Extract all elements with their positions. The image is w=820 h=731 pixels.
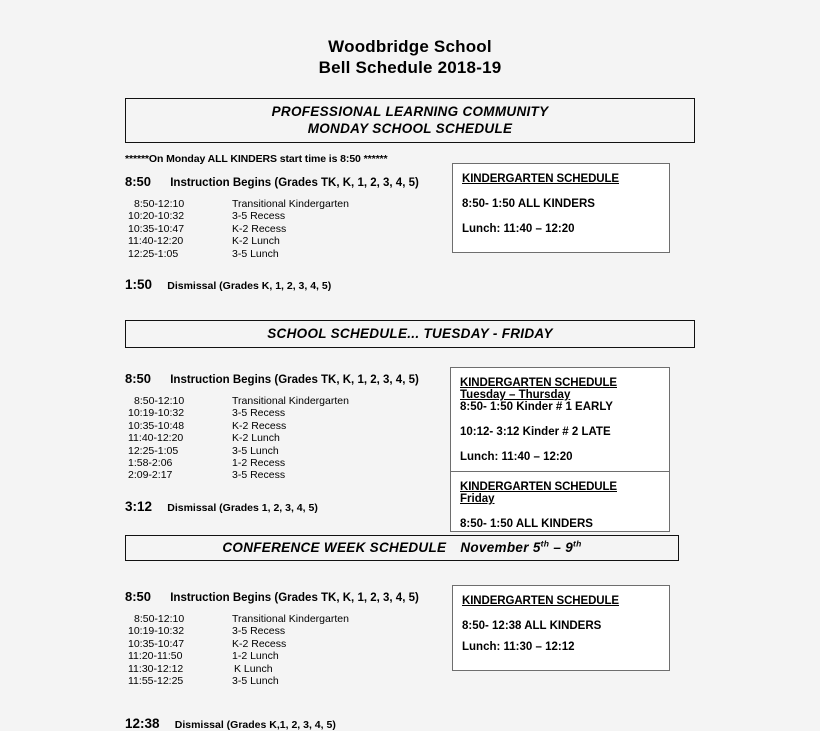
row-desc: 3-5 Recess: [232, 407, 286, 420]
row-desc: 1-2 Lunch: [232, 650, 279, 663]
row-desc: K-2 Lunch: [232, 235, 280, 248]
kinder-box-tue-thu-late: 10:12- 3:12 Kinder # 2 LATE: [460, 426, 611, 439]
page-title: [0, 0, 820, 78]
table-row: [128, 613, 349, 625]
row-desc: 3-5 Lunch: [232, 247, 279, 260]
tuesday-friday-dismissal: [125, 499, 455, 514]
conference-dismissal-label: Dismissal (Grades K,1, 2, 3, 4, 5): [174, 719, 336, 731]
kinder-box-friday: [450, 471, 670, 532]
monday-note: ******On Monday ALL KINDERS start time is 8:50 ******: [125, 153, 388, 165]
kinder-box-tue-thu-title: KINDERGARTEN SCHEDULE: [460, 377, 617, 390]
row-desc: 3-5 Lunch: [232, 444, 279, 457]
banner-conference-dash: –: [553, 539, 562, 555]
kinder-box-monday: [452, 163, 670, 253]
banner-tuesday-friday-line-1: SCHOOL SCHEDULE... TUESDAY - FRIDAY: [267, 326, 553, 342]
row-time: 10:19-10:32: [128, 625, 185, 638]
row-time: 11:40-12:20: [128, 235, 184, 248]
section-conference-week: [125, 563, 695, 731]
monday-start-label: Instruction Begins (Grades TK, K, 1, 2, 3, 4, 5): [170, 177, 419, 189]
banner-conference-week: [125, 535, 679, 561]
table-row: [128, 235, 349, 247]
table-row: [128, 395, 349, 407]
banner-monday-line-2: MONDAY SCHOOL SCHEDULE: [307, 121, 513, 136]
title-line-2: Bell Schedule 2018-19: [318, 58, 502, 77]
kinder-box-friday-title: KINDERGARTEN SCHEDULE: [460, 481, 617, 494]
monday-start-time: 8:50: [125, 174, 152, 189]
kinder-box-conference-hours: 8:50- 12:38 ALL KINDERS: [462, 619, 602, 632]
tuesday-friday-bell-table: [128, 395, 349, 482]
monday-dismissal-time: 1:50: [125, 277, 153, 293]
row-desc: K-2 Recess: [232, 637, 287, 650]
monday-left-column: [125, 145, 455, 292]
banner-conference-title: CONFERENCE WEEK SCHEDULE: [222, 539, 447, 555]
row-time: 10:35-10:47: [128, 222, 185, 235]
row-time: 1:58-2:06: [128, 457, 173, 470]
conference-bell-table: [128, 613, 349, 687]
kinder-box-monday-title: KINDERGARTEN SCHEDULE: [462, 173, 619, 185]
banner-tuesday-friday: [125, 320, 695, 348]
row-desc: K-2 Lunch: [232, 432, 280, 445]
tuesday-friday-dismissal-time: 3:12: [125, 498, 153, 514]
table-row: [128, 420, 349, 432]
title-line-1: Woodbridge School: [328, 37, 492, 56]
table-row: [128, 198, 349, 210]
table-row: [128, 223, 349, 235]
monday-dismissal: [125, 277, 455, 292]
banner-monday: [125, 98, 695, 143]
kinder-box-monday-hours: 8:50- 1:50 ALL KINDERS: [462, 198, 595, 210]
banner-conference-month: November: [460, 539, 529, 555]
section-tuesday-friday: [125, 350, 695, 531]
row-time: 11:20-11:50: [128, 650, 183, 663]
conference-left-column: [125, 563, 455, 731]
kinder-box-monday-lunch: Lunch: 11:40 – 12:20: [462, 223, 575, 235]
row-time: 2:09-2:17: [128, 469, 173, 482]
monday-start-headline: [125, 174, 455, 189]
monday-bell-table: [128, 198, 349, 260]
row-time: 8:50-12:10: [134, 612, 185, 625]
kinder-box-conference: [452, 585, 670, 671]
table-row: [128, 675, 349, 687]
row-time: 10:19-10:32: [128, 407, 185, 420]
row-desc: 3-5 Lunch: [232, 674, 279, 687]
monday-dismissal-label: Dismissal (Grades K, 1, 2, 3, 4, 5): [167, 280, 332, 293]
row-desc: K-2 Recess: [232, 419, 287, 432]
table-row: [128, 248, 349, 260]
table-row: [128, 469, 349, 481]
tuesday-friday-start-headline: [125, 350, 455, 386]
row-time: 12:25-1:05: [128, 444, 179, 457]
row-desc: 1-2 Recess: [232, 457, 286, 470]
row-desc: Transitional Kindergarten: [232, 395, 349, 408]
section-monday: [125, 145, 695, 292]
tuesday-friday-left-column: [125, 350, 455, 514]
row-time: 10:20-10:32: [128, 210, 185, 223]
row-desc: 3-5 Recess: [232, 469, 286, 482]
row-desc: 3-5 Recess: [232, 210, 286, 223]
conference-start-headline: [125, 563, 455, 604]
table-row: [128, 625, 349, 637]
row-time: 11:30-12:12: [128, 662, 184, 675]
row-time: 10:35-10:48: [128, 419, 185, 432]
row-time: 11:40-12:20: [128, 432, 184, 445]
row-time: 12:25-1:05: [128, 247, 179, 260]
table-row: [128, 663, 349, 675]
row-time: 8:50-12:10: [134, 395, 185, 408]
tuesday-friday-dismissal-label: Dismissal (Grades 1, 2, 3, 4, 5): [167, 501, 318, 514]
row-desc: Transitional Kindergarten: [232, 612, 349, 625]
kinder-box-tue-thu-day: Tuesday – Thursday: [460, 389, 571, 402]
kinder-box-tue-thu-lunch: Lunch: 11:40 – 12:20: [460, 451, 573, 464]
banner-conference-day-end: 9: [565, 539, 574, 555]
banner-conference-day-start: 5: [532, 539, 541, 555]
kinder-box-conference-lunch: Lunch: 11:30 – 12:12: [462, 640, 575, 653]
table-row: [128, 650, 349, 662]
table-row: [128, 638, 349, 650]
conference-start-time: 8:50: [125, 588, 152, 604]
conference-dismissal-time: 12:38: [125, 716, 160, 731]
row-time: 10:35-10:47: [128, 637, 185, 650]
row-desc: K Lunch: [234, 662, 273, 675]
row-time: 11:55-12:25: [128, 674, 184, 687]
table-row: [128, 432, 349, 444]
table-row: [128, 210, 349, 222]
tuesday-friday-start-label: Instruction Begins (Grades TK, K, 1, 2, 3, 4, 5): [170, 374, 419, 387]
banner-monday-line-1: PROFESSIONAL LEARNING COMMUNITY: [271, 104, 549, 119]
table-row: [128, 457, 349, 469]
banner-conference-ord-end: th: [573, 538, 582, 549]
conference-start-label: Instruction Begins (Grades TK, K, 1, 2, 3, 4, 5): [170, 591, 419, 604]
kinder-box-friday-hours: 8:50- 1:50 ALL KINDERS: [460, 518, 593, 531]
row-desc: 3-5 Recess: [232, 625, 286, 638]
kinder-box-tue-thu-early: 8:50- 1:50 Kinder # 1 EARLY: [460, 401, 613, 414]
kinder-box-conference-title: KINDERGARTEN SCHEDULE: [462, 594, 619, 607]
banner-conference-ord-start: th: [540, 538, 550, 549]
kinder-box-friday-day: Friday: [460, 493, 495, 506]
row-desc: Transitional Kindergarten: [232, 198, 349, 210]
conference-dismissal: [125, 716, 455, 731]
table-row: [128, 445, 349, 457]
row-desc: K-2 Recess: [232, 222, 287, 235]
table-row: [128, 407, 349, 419]
row-time: 8:50-12:10: [134, 198, 185, 210]
kinder-box-tuesday-thursday: [450, 367, 670, 472]
tuesday-friday-start-time: 8:50: [125, 371, 152, 387]
